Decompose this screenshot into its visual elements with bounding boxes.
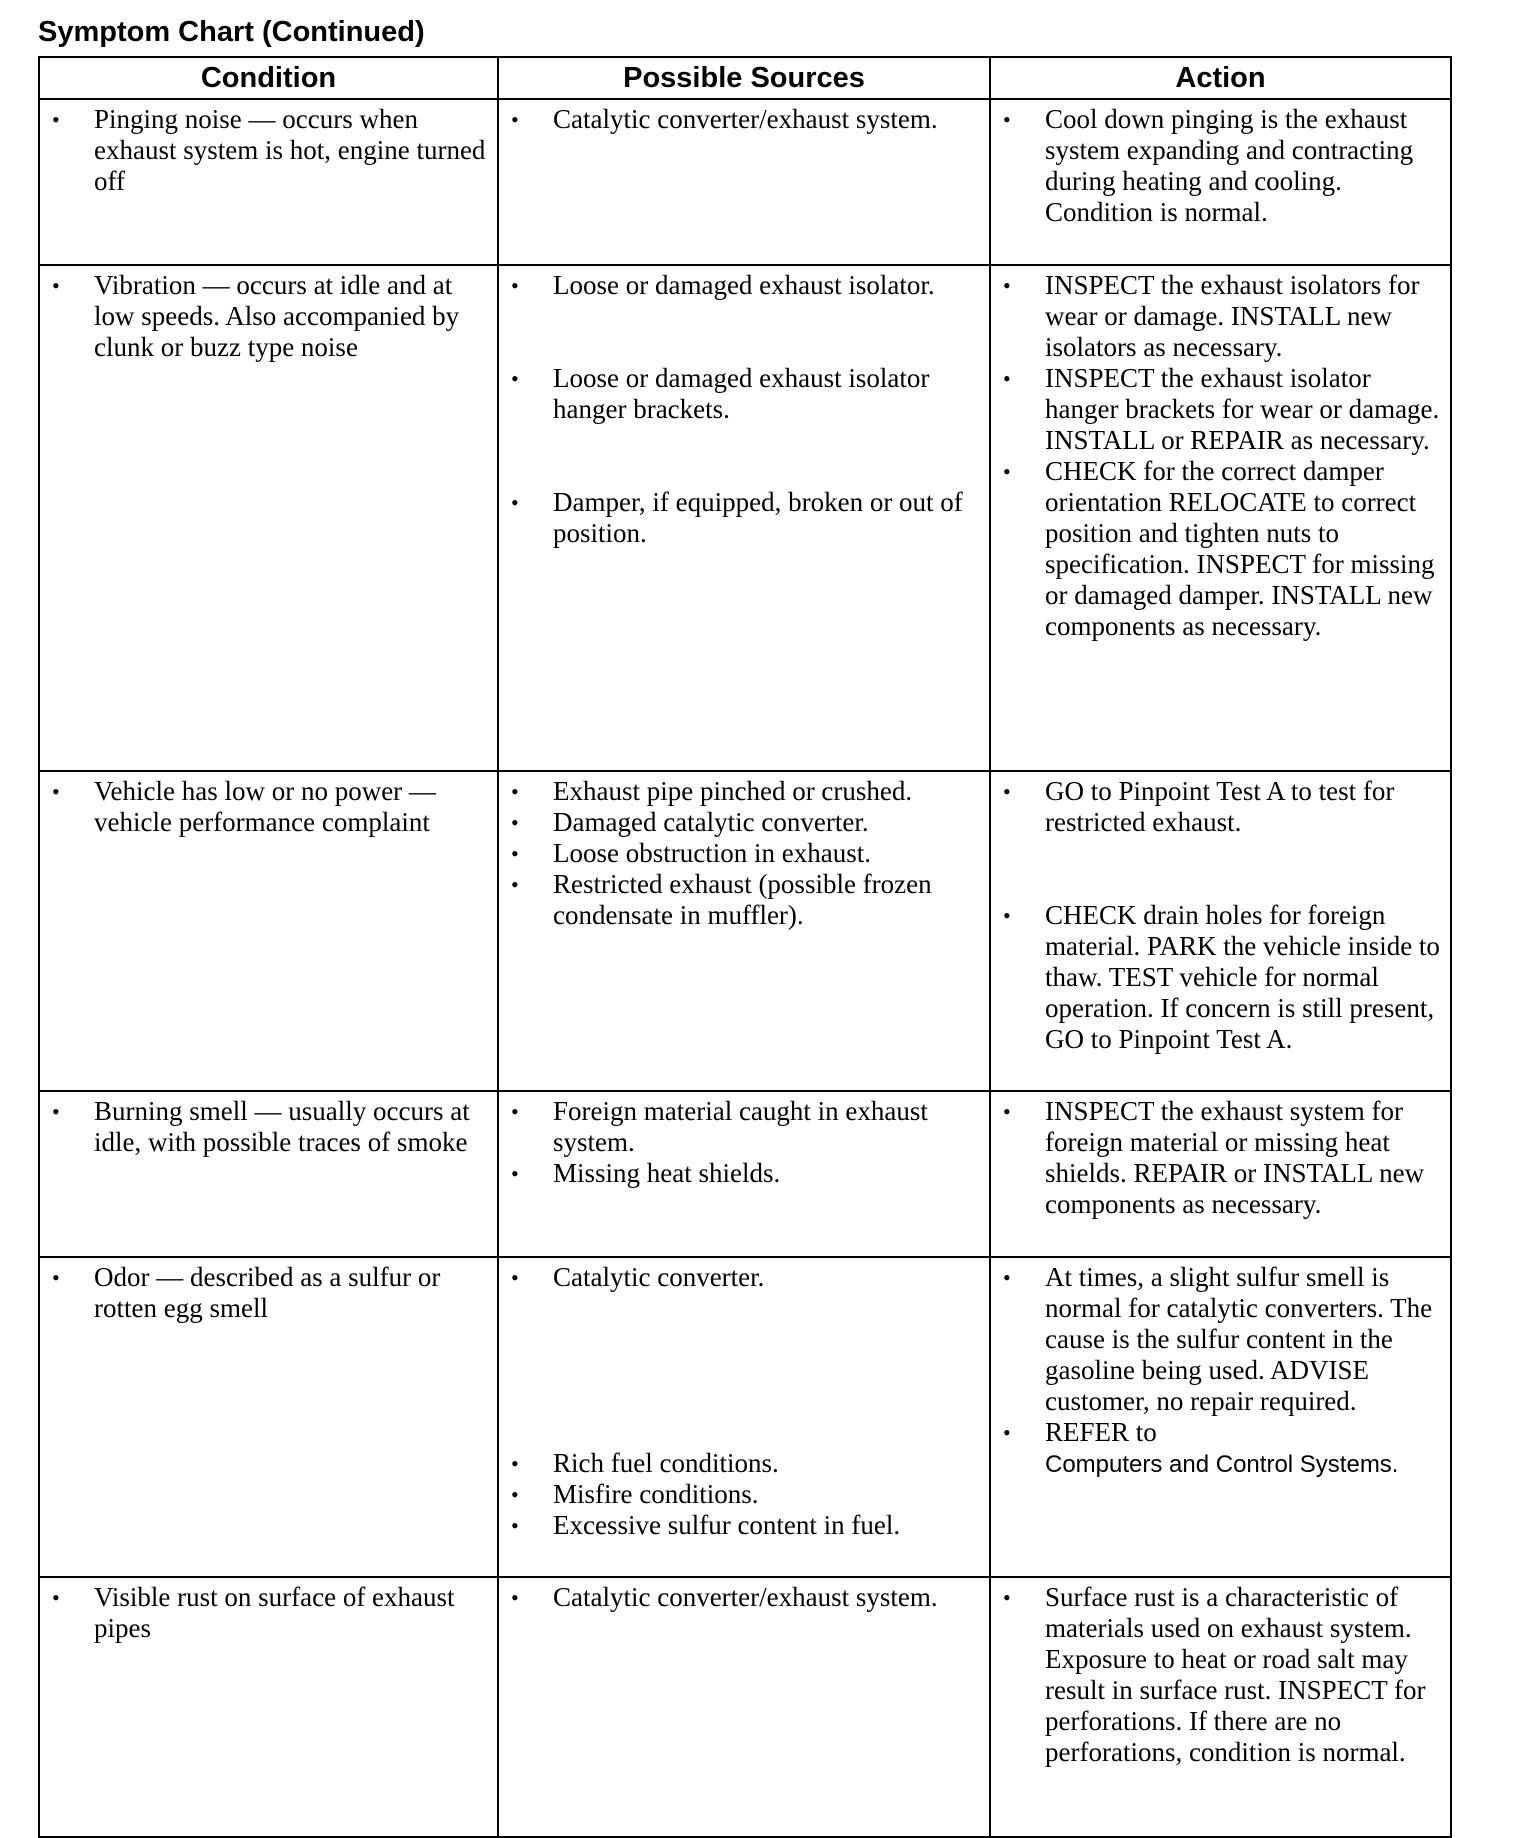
condition-text: • Pinging noise — occurs when exhaust system is hot, engine turned off [40, 104, 493, 197]
table-row [39, 771, 1451, 1091]
source-item: • Exhaust pipe pinched or crushed. [499, 776, 985, 807]
action-item: • INSPECT the exhaust isolator hanger brackets for wear or damage. INSTALL or REPAIR as necessary. [991, 363, 1446, 456]
action-cell [990, 265, 1451, 771]
condition-cell [39, 99, 498, 265]
action-item: • Cool down pinging is the exhaust system expanding and contracting during heating and cooling. Condition is normal. [991, 104, 1446, 228]
source-item: • Restricted exhaust (possible frozen condensate in muffler). [499, 869, 985, 931]
action-item: • CHECK drain holes for foreign material. PARK the vehicle inside to thaw. TEST vehicle for normal operation. If concern is still present, GO to Pinpoint Test A. [991, 900, 1446, 1055]
action-item [991, 1417, 1446, 1480]
table-row [39, 265, 1451, 771]
condition-text: • Burning smell — usually occurs at idle, with possible traces of smoke [40, 1096, 493, 1158]
condition-cell [39, 1577, 498, 1837]
sources-cell [498, 1577, 990, 1837]
condition-cell [39, 1257, 498, 1577]
action-cell [990, 1257, 1451, 1577]
action-cell [990, 99, 1451, 265]
action-item: • At times, a slight sulfur smell is normal for catalytic converters. The cause is the sulfur content in the gasoline being used. ADVISE customer, no repair required. [991, 1262, 1446, 1417]
action-item: • INSPECT the exhaust isolators for wear or damage. INSTALL new isolators as necessary. [991, 270, 1446, 363]
symptom-chart-table [38, 56, 1452, 1838]
table-row [39, 1577, 1451, 1837]
source-item: • Loose obstruction in exhaust. [499, 838, 985, 869]
source-item: • Damper, if equipped, broken or out of position. [499, 487, 985, 549]
page-title: Symptom Chart (Continued) [38, 16, 425, 48]
reference-link[interactable]: Computers and Control Systems. [1045, 1451, 1399, 1478]
condition-cell [39, 265, 498, 771]
sources-cell [498, 265, 990, 771]
sources-cell [498, 1091, 990, 1257]
action-cell [990, 1577, 1451, 1837]
condition-cell [39, 771, 498, 1091]
source-item: • Damaged catalytic converter. [499, 807, 985, 838]
header-row [39, 57, 1451, 99]
source-item: • Misfire conditions. [499, 1479, 985, 1510]
action-cell [990, 771, 1451, 1091]
action-header: Action [990, 57, 1451, 99]
possible-sources-header: Possible Sources [498, 57, 990, 99]
condition-text: • Odor — described as a sulfur or rotten egg smell [40, 1262, 493, 1324]
source-item: • Missing heat shields. [499, 1158, 985, 1189]
action-item: • GO to Pinpoint Test A to test for restricted exhaust. [991, 776, 1446, 838]
condition-text: • Visible rust on surface of exhaust pipes [40, 1582, 493, 1644]
action-item: • CHECK for the correct damper orientation RELOCATE to correct position and tighten nuts to specification. INSPECT for missing or damaged damper. INSTALL new components as necessary. [991, 456, 1446, 642]
sources-cell [498, 99, 990, 265]
source-item: • Excessive sulfur content in fuel. [499, 1510, 985, 1541]
table-row [39, 99, 1451, 265]
source-item: • Catalytic converter. [499, 1262, 985, 1293]
source-item: • Rich fuel conditions. [499, 1448, 985, 1479]
condition-text: • Vehicle has low or no power — vehicle performance complaint [40, 776, 493, 838]
refer-to-text: REFER to [1045, 1417, 1157, 1447]
source-item: • Catalytic converter/exhaust system. [499, 1582, 985, 1613]
action-item: • Surface rust is a characteristic of materials used on exhaust system. Exposure to heat or road salt may result in surface rust. INSPECT for perforations. If there are no perforations, condition is normal. [991, 1582, 1446, 1768]
source-item: • Loose or damaged exhaust isolator hanger brackets. [499, 363, 985, 425]
table-row [39, 1091, 1451, 1257]
source-item: • Catalytic converter/exhaust system. [499, 104, 985, 135]
action-item: • INSPECT the exhaust system for foreign material or missing heat shields. REPAIR or INSTALL new components as necessary. [991, 1096, 1446, 1220]
sources-cell [498, 771, 990, 1091]
action-cell [990, 1091, 1451, 1257]
condition-text: • Vibration — occurs at idle and at low speeds. Also accompanied by clunk or buzz type noise [40, 270, 493, 363]
condition-header: Condition [39, 57, 498, 99]
source-item: • Foreign material caught in exhaust system. [499, 1096, 985, 1158]
source-item: • Loose or damaged exhaust isolator. [499, 270, 985, 301]
table-row [39, 1257, 1451, 1577]
condition-cell [39, 1091, 498, 1257]
sources-cell [498, 1257, 990, 1577]
